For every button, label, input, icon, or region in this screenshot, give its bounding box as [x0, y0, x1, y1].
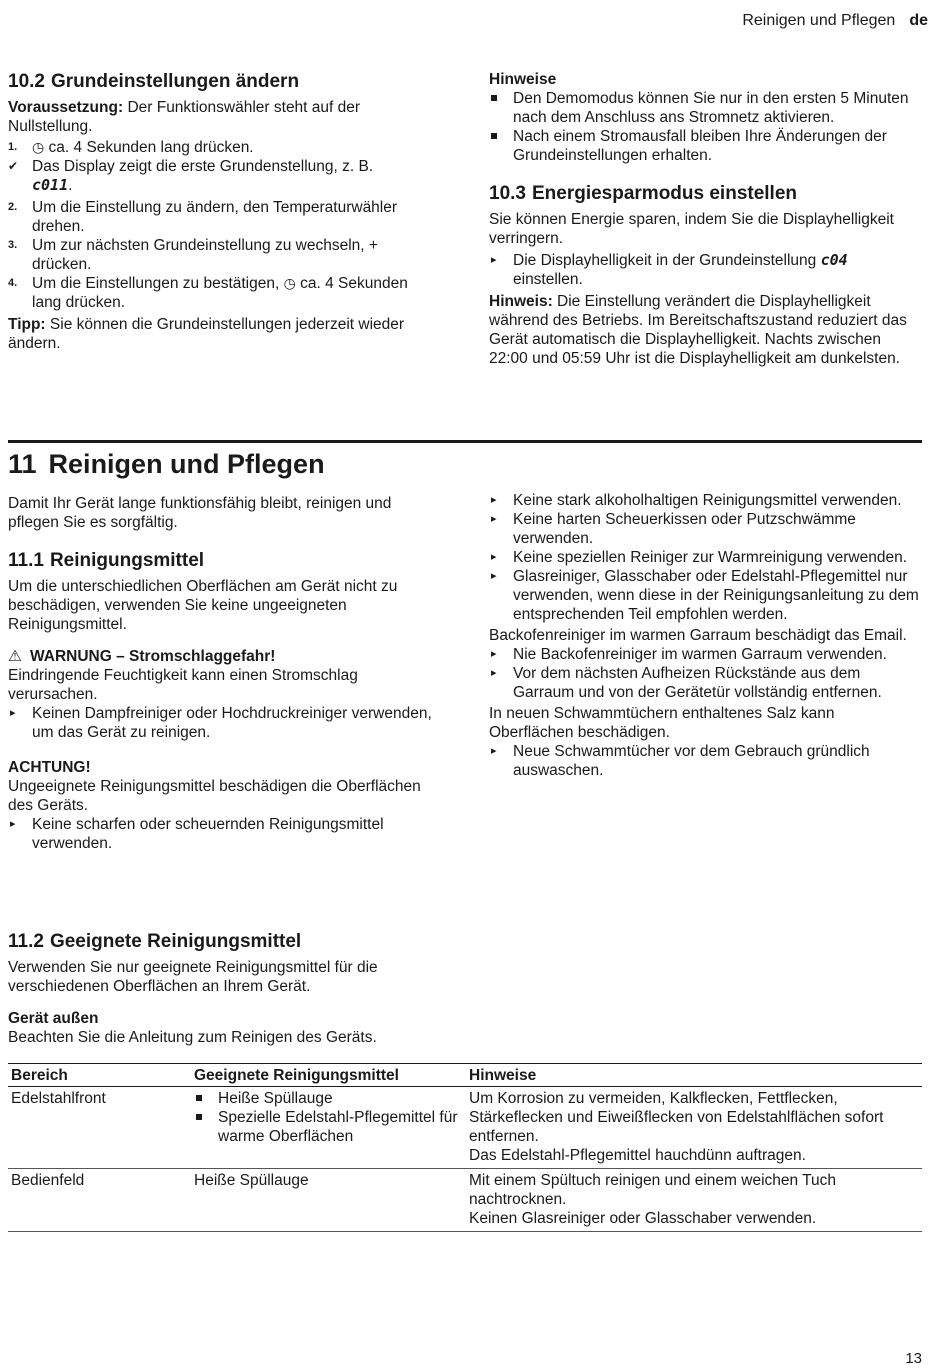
section-10-2: [8, 70, 438, 353]
attention-title: ACHTUNG!: [8, 759, 91, 776]
action-item: ▸ Die Displayhelligkeit in der Grundeinstellung c04 einstellen.: [489, 251, 921, 289]
oven-text: Backofenreiniger im warmen Garraum beschädigt das Email.: [489, 627, 907, 644]
attention-item: ▸ Keine scharfen oder scheuernden Reinigungsmittel verwenden.: [8, 815, 438, 853]
display-code: c011: [32, 176, 69, 194]
display-code: c04: [820, 251, 848, 269]
warning-item: ▸ Keinen Dampfreiniger oder Hochdruckreiniger verwenden, um das Gerät zu reinigen.: [8, 704, 438, 742]
precondition: Voraussetzung: Der Funktionswähler steht auf der Nullstellung.: [8, 99, 361, 135]
column-header: Hinweise: [466, 1064, 922, 1087]
list-item: ▸ Keine speziellen Reiniger zur Warmreinigung verwenden.: [489, 548, 921, 567]
note: Hinweis: Die Einstellung verändert die Displayhelligkeit während des Betriebs. Im Bereitschaftszustand reduziert das Gerät automatisch die Displayhelligkeit. Nachts zwischen 22:00 und 05:59 Uhr ist die Displayhelligkeit am dunkelsten.: [489, 293, 907, 367]
section-heading: 10.3 Energiesparmodus einstellen: [489, 183, 798, 204]
clock-icon: ◷: [32, 139, 45, 155]
running-header: [742, 11, 928, 30]
list-item: ▸ Nie Backofenreiniger im warmen Garraum verwenden.: [489, 645, 921, 664]
cell-area: Bedienfeld: [8, 1169, 191, 1232]
clock-icon: ◷: [283, 275, 296, 291]
cell-agents: [191, 1087, 466, 1169]
notes-block: [489, 70, 921, 368]
chapter-11-left: [8, 494, 438, 853]
section-intro: Um die unterschiedlichen Oberflächen am Gerät nicht zu beschädigen, verwenden Sie keine ungeeigneten Reinigungsmittel.: [8, 578, 398, 633]
list-item: ▸ Glasreiniger, Glasschaber oder Edelstahl-Pflegemittel nur verwenden, wenn diese in der Reinigungsanleitung zu dem entsprechenden Teil empfohlen werden.: [489, 567, 921, 624]
section-intro: Sie können Energie sparen, indem Sie die Displayhelligkeit verringern.: [489, 211, 894, 247]
step-result: ✔ Das Display zeigt die erste Grundenstellung, z. B. c011.: [8, 157, 438, 195]
step-1: 1. ◷ ca. 4 Sekunden lang drücken.: [8, 139, 254, 156]
sub-text: Beachten Sie die Anleitung zum Reinigen des Geräts.: [8, 1029, 377, 1046]
salt-text: In neuen Schwammtüchern enthaltenes Salz kann Oberflächen beschädigen.: [489, 705, 835, 741]
notes-title: Hinweise: [489, 71, 557, 88]
warning-title: ⚠ WARNUNG – Stromschlaggefahr!: [8, 648, 276, 665]
list-item: ▸ Neue Schwammtücher vor dem Gebrauch gründlich auswaschen.: [489, 742, 921, 780]
column-header: Geeignete Reinigungsmittel: [191, 1064, 466, 1087]
list-item: ▸ Keine stark alkoholhaltigen Reinigungsmittel verwenden.: [489, 491, 921, 510]
chapter-rule: [8, 440, 922, 443]
section-heading: 10.2 Grundeinstellungen ändern: [8, 71, 300, 92]
step-3: 3. Um zur nächsten Grundeinstellung zu wechseln, + drücken.: [8, 237, 378, 273]
page-number: 13: [905, 1350, 922, 1367]
cell-notes: Mit einem Spültuch reinigen und einem weichen Tuch nachtrocknen. Keinen Glasreiniger oder Glasschaber verwenden.: [466, 1169, 922, 1232]
warning-text: Eindringende Feuchtigkeit kann einen Stromschlag verursachen.: [8, 667, 358, 703]
list-item: ▸ Vor dem nächsten Aufheizen Rückstände aus dem Garraum und von der Gerätetür vollständig entfernen.: [489, 664, 921, 702]
chapter-intro: Damit Ihr Gerät lange funktionsfähig bleibt, reinigen und pflegen Sie es sorgfältig.: [8, 495, 392, 531]
step-2: 2. Um die Einstellung zu ändern, den Temperaturwähler drehen.: [8, 199, 398, 235]
agent-item: Spezielle Edelstahl-Pflegemittel für warme Oberflächen: [194, 1108, 463, 1146]
warning-icon: ⚠: [8, 648, 22, 665]
list-item: ▸ Keine harten Scheuerkissen oder Putzschwämme verwenden.: [489, 510, 921, 548]
column-header: Bereich: [8, 1064, 191, 1087]
note-item: Nach einem Stromausfall bleiben Ihre Änderungen der Grundeinstellungen erhalten.: [489, 127, 921, 165]
cell-area: Edelstahlfront: [8, 1087, 191, 1169]
header-section: Reinigen und Pflegen: [742, 12, 896, 29]
tip: Tipp: Sie können die Grundeinstellungen jederzeit wieder ändern.: [8, 316, 405, 352]
step-4: 4. Um die Einstellungen zu bestätigen, ◷ ca. 4 Sekunden lang drücken.: [8, 275, 408, 311]
note-item: Den Demomodus können Sie nur in den ersten 5 Minuten nach dem Anschluss ans Stromnetz aktivieren.: [489, 89, 921, 127]
subheading: Gerät außen: [8, 1010, 99, 1027]
table-row: [8, 1087, 922, 1169]
attention-text: Ungeeignete Reinigungsmittel beschädigen die Oberflächen des Geräts.: [8, 778, 421, 814]
section-11-2: [8, 930, 438, 1047]
header-lang: de: [909, 12, 928, 29]
section-heading: 11.1 Reinigungsmittel: [8, 550, 205, 571]
agent-item: Heiße Spüllauge: [194, 1089, 463, 1108]
section-intro: Verwenden Sie nur geeignete Reinigungsmittel für die verschiedenen Oberflächen an Ihrem Gerät.: [8, 959, 378, 995]
cell-agents: Heiße Spüllauge: [191, 1169, 466, 1232]
cell-notes: Um Korrosion zu vermeiden, Kalkflecken, Fettflecken, Stärkeflecken und Eiweißflecken von Edelstahlflächen sofort entfernen. Das Edelstahl-Pflegemittel hauchdünn auftragen.: [466, 1087, 922, 1169]
cleaning-table: [8, 1063, 922, 1232]
section-heading: 11.2 Geeignete Reinigungsmittel: [8, 931, 302, 952]
table-header-row: [8, 1064, 922, 1087]
chapter-title: 11 Reinigen und Pflegen: [8, 449, 325, 479]
chapter-11-right: [489, 491, 921, 780]
table-row: [8, 1169, 922, 1232]
